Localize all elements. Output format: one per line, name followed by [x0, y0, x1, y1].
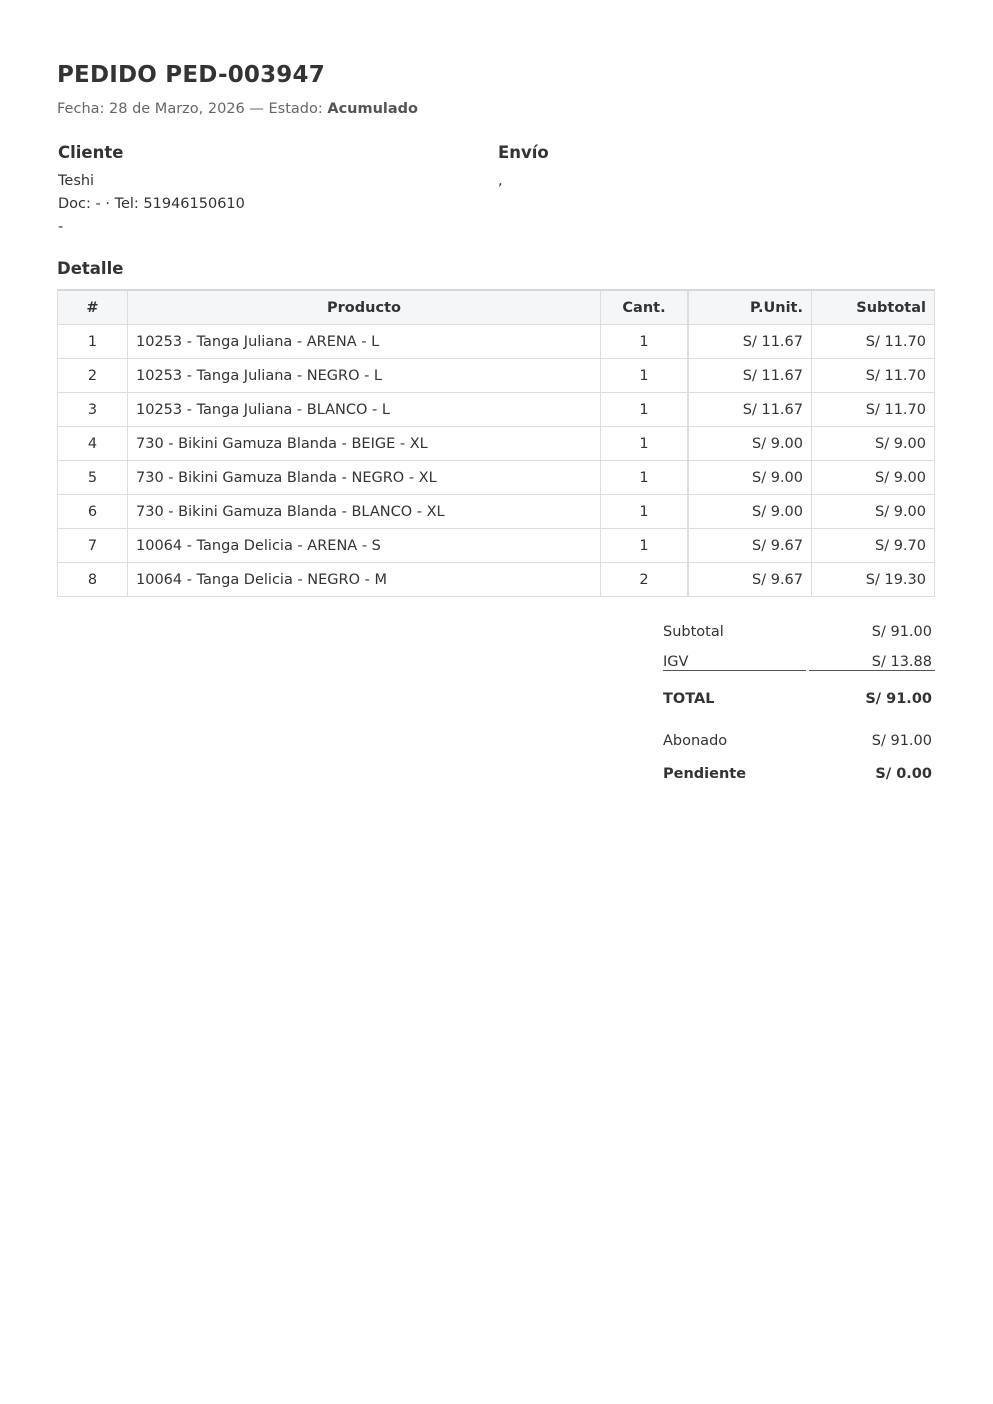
subtotal-value: S/ 91.00	[871, 623, 932, 640]
client-doc-phone: Doc: - · Tel: 51946150610	[58, 196, 245, 212]
totals-paid-row	[663, 724, 935, 758]
table-row	[58, 529, 935, 563]
row-subtotal: S/ 11.70	[812, 393, 935, 427]
detail-heading: Detalle	[57, 259, 124, 278]
row-number: 4	[58, 427, 128, 461]
table-row	[58, 427, 935, 461]
order-date: Fecha: 28 de Marzo, 2026 — Estado:	[57, 101, 328, 117]
row-product: 10253 - Tanga Juliana - BLANCO - L	[128, 393, 601, 427]
col-header-subtotal: Subtotal	[812, 290, 935, 325]
row-number: 6	[58, 495, 128, 529]
row-unit-price: S/ 9.67	[688, 563, 812, 597]
row-subtotal: S/ 11.70	[812, 359, 935, 393]
row-qty: 2	[601, 563, 689, 597]
col-header-number: #	[58, 290, 128, 325]
row-product: 10064 - Tanga Delicia - NEGRO - M	[128, 563, 601, 597]
row-qty: 1	[601, 359, 689, 393]
client-name: Teshi	[58, 173, 95, 189]
row-number: 5	[58, 461, 128, 495]
row-product: 730 - Bikini Gamuza Blanda - BEIGE - XL	[128, 427, 601, 461]
row-product: 10253 - Tanga Juliana - ARENA - L	[128, 325, 601, 359]
row-number: 1	[58, 325, 128, 359]
row-qty: 1	[601, 461, 689, 495]
row-unit-price: S/ 9.00	[688, 495, 812, 529]
row-number: 2	[58, 359, 128, 393]
client-extra: -	[58, 219, 64, 235]
col-header-unit-price: P.Unit.	[688, 290, 812, 325]
paid-label: Abonado	[663, 733, 728, 749]
row-number: 8	[58, 563, 128, 597]
client-heading: Cliente	[58, 143, 124, 162]
col-header-qty: Cant.	[601, 290, 689, 325]
row-product: 10064 - Tanga Delicia - ARENA - S	[128, 529, 601, 563]
row-product: 730 - Bikini Gamuza Blanda - NEGRO - XL	[128, 461, 601, 495]
pending-label: Pendiente	[663, 766, 747, 782]
shipping-address: ,	[498, 173, 503, 189]
igv-value: S/ 13.88	[809, 654, 935, 671]
row-subtotal: S/ 9.00	[812, 461, 935, 495]
row-subtotal: S/ 11.70	[812, 325, 935, 359]
igv-label: IGV	[663, 654, 806, 671]
pending-value: S/ 0.00	[875, 766, 932, 782]
table-row	[58, 495, 935, 529]
row-subtotal: S/ 19.30	[812, 563, 935, 597]
row-unit-price: S/ 11.67	[688, 393, 812, 427]
row-unit-price: S/ 9.67	[688, 529, 812, 563]
totals-pending-row	[663, 758, 935, 790]
row-unit-price: S/ 11.67	[688, 359, 812, 393]
subtotal-label: Subtotal	[663, 623, 724, 640]
row-subtotal: S/ 9.70	[812, 529, 935, 563]
shipping-heading: Envío	[498, 143, 549, 162]
table-row	[58, 325, 935, 359]
row-subtotal: S/ 9.00	[812, 495, 935, 529]
row-product: 10253 - Tanga Juliana - NEGRO - L	[128, 359, 601, 393]
table-header-row	[58, 290, 935, 325]
row-unit-price: S/ 9.00	[688, 427, 812, 461]
totals-block	[663, 616, 935, 790]
order-meta	[57, 101, 418, 117]
row-qty: 1	[601, 529, 689, 563]
row-number: 7	[58, 529, 128, 563]
row-unit-price: S/ 9.00	[688, 461, 812, 495]
col-header-product: Producto	[128, 290, 601, 325]
status-badge: Acumulado	[327, 101, 419, 117]
table-row	[58, 461, 935, 495]
total-label: TOTAL	[663, 691, 715, 707]
row-qty: 1	[601, 495, 689, 529]
totals-igv-row	[663, 647, 935, 678]
row-product: 730 - Bikini Gamuza Blanda - BLANCO - XL	[128, 495, 601, 529]
items-table	[57, 289, 935, 597]
row-qty: 1	[601, 325, 689, 359]
row-qty: 1	[601, 393, 689, 427]
totals-subtotal-row	[663, 616, 935, 647]
page-title: PEDIDO PED-003947	[57, 62, 325, 88]
table-row	[58, 563, 935, 597]
row-number: 3	[58, 393, 128, 427]
row-qty: 1	[601, 427, 689, 461]
totals-total-row	[663, 678, 935, 720]
row-subtotal: S/ 9.00	[812, 427, 935, 461]
table-row	[58, 393, 935, 427]
paid-value: S/ 91.00	[871, 733, 932, 749]
client-section	[58, 143, 478, 239]
total-value: S/ 91.00	[865, 691, 932, 707]
table-row	[58, 359, 935, 393]
row-unit-price: S/ 11.67	[688, 325, 812, 359]
shipping-section	[498, 143, 918, 193]
